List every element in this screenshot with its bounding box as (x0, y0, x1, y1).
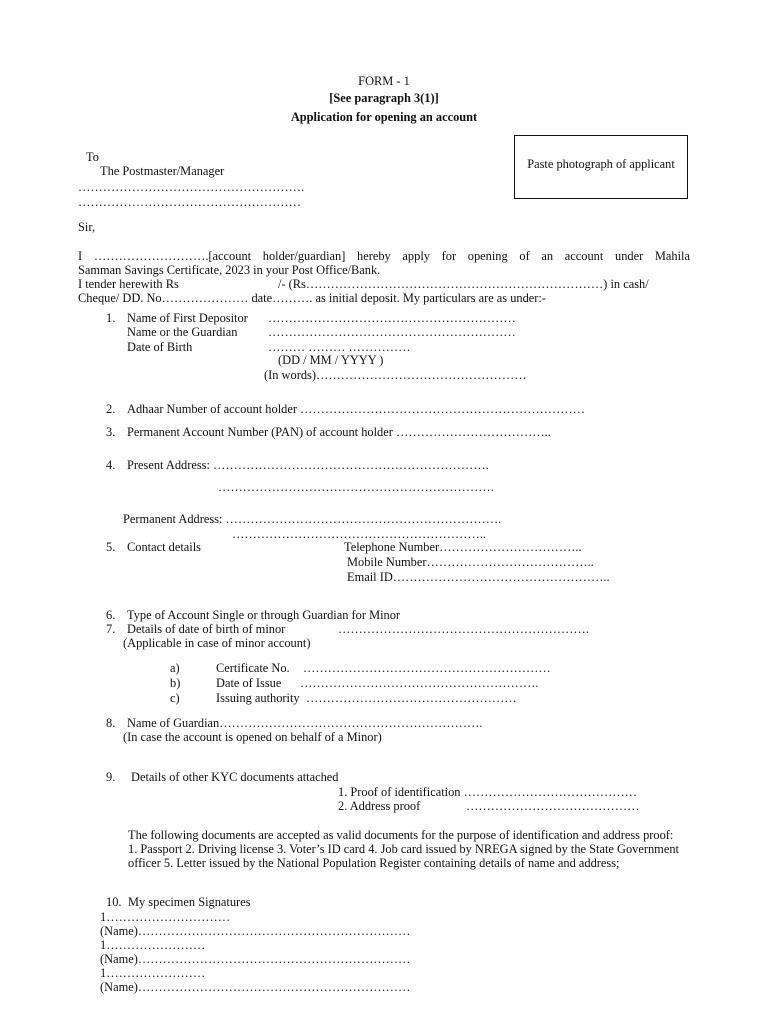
address-proof-label: 2. Address proof (338, 799, 421, 813)
sub-a-letter: a) (170, 661, 180, 675)
paragraph-reference: [See paragraph 3(1)] (329, 91, 439, 105)
intro-line-2: Samman Savings Certificate, 2023 in your Post Office/Bank. (78, 263, 381, 277)
certificate-no-label: Certificate No. (216, 661, 290, 675)
minor-dob-label: Details of date of birth of minor (127, 622, 286, 636)
certificate-no-field[interactable]: …………………………………………………… (303, 661, 551, 675)
item-8-number: 8. (106, 716, 116, 730)
photo-box[interactable] (514, 135, 688, 199)
form-title: Application for opening an account (290, 110, 478, 124)
intro-line-1: I ……………………….[account holder/guardian] hereby apply for opening of an account under Mahila (78, 249, 690, 263)
signature-3-field[interactable]: 1…………………… (100, 966, 206, 980)
item-3-number: 3. (106, 425, 116, 439)
proof-of-identification-field[interactable]: 1. Proof of identification …………………………………… (338, 785, 638, 799)
item-4-number: 4. (106, 458, 116, 472)
specimen-signatures-label: My specimen Signatures (128, 895, 251, 909)
form-number: FORM - 1 (358, 74, 410, 88)
dob-label: Date of Birth (127, 340, 193, 354)
signature-2-name-field[interactable]: (Name)………………………………………………………… (100, 952, 411, 966)
pan-field[interactable]: Permanent Account Number (PAN) of account holder ……………………………….. (127, 425, 551, 439)
date-of-issue-field[interactable]: …………………………………………………. (300, 676, 539, 690)
minor-note: (Applicable in case of minor account) (123, 636, 311, 650)
intro-line-3-amount[interactable]: /- (Rs………………………………………………………………) in cash/ (278, 277, 649, 291)
guardian-name-label: Name or the Guardian (127, 325, 238, 339)
item-9-number: 9. (106, 770, 116, 784)
kyc-note-line-3: officer 5. Letter issued by the National Population Register containing details of name and address; (128, 856, 620, 870)
sub-b-letter: b) (170, 676, 181, 690)
dob-field[interactable]: ……… ……… …………… (268, 340, 411, 354)
account-type-label: Type of Account Single or through Guardian for Minor (127, 608, 401, 622)
first-depositor-field[interactable]: …………………………………………………… (268, 311, 516, 325)
item-10-number: 10. (106, 895, 122, 909)
address-line-2[interactable]: ……………………………………………… (78, 195, 302, 209)
intro-line-3-rs: I tender herewith Rs (78, 277, 179, 291)
kyc-note-line-2: 1. Passport 2. Driving license 3. Voter’s ID card 4. Job card issued by NREGA signed by the State Government (128, 842, 679, 856)
permanent-address-line-2[interactable]: …………………………………………………….. (232, 527, 487, 541)
permanent-address-field[interactable]: Permanent Address: …………………………………………………………. (123, 512, 502, 526)
address-proof-field[interactable]: …………………………………… (466, 799, 640, 813)
present-address-line-2[interactable]: …………………………………………………………. (218, 480, 494, 494)
signature-2-field[interactable]: 1…………………… (100, 938, 206, 952)
item-2-number: 2. (106, 402, 116, 416)
item-5-number: 5. (106, 540, 116, 554)
present-address-field[interactable]: Present Address: …………………………………………………………. (127, 458, 489, 472)
issuing-authority-label: Issuing authority (216, 691, 300, 705)
intro-line-4[interactable]: Cheque/ DD. No………………… date………. as initial deposit. My particulars are as under:- (78, 291, 546, 305)
dob-format: (DD / MM / YYYY ) (278, 353, 384, 367)
item-6-number: 6. (106, 608, 116, 622)
contact-details-label: Contact details (127, 540, 201, 554)
item-1-number: 1. (106, 311, 116, 325)
signature-1-field[interactable]: 1………………………… (100, 910, 231, 924)
guardian-note: (In case the account is opened on behalf of a Minor) (123, 730, 382, 744)
telephone-field[interactable]: Telephone Number…………………………….. (344, 540, 582, 554)
aadhaar-field[interactable]: Adhaar Number of account holder …………………………………………………………… (127, 402, 586, 416)
addressee: The Postmaster/Manager (100, 164, 225, 178)
mobile-field[interactable]: Mobile Number………………………………….. (347, 555, 594, 569)
salutation: Sir, (78, 220, 96, 234)
kyc-docs-label: Details of other KYC documents attached (131, 770, 339, 784)
dob-in-words-field[interactable]: (In words)…………………………………………… (264, 368, 527, 382)
item-7-number: 7. (106, 622, 116, 636)
date-of-issue-label: Date of Issue (216, 676, 282, 690)
photo-box-label: Paste photograph of applicant (527, 157, 675, 171)
issuing-authority-field[interactable]: …………………………………………… (306, 691, 517, 705)
guardian-field[interactable]: Name of Guardian………………………………………………………. (127, 716, 483, 730)
signature-3-name-field[interactable]: (Name)………………………………………………………… (100, 980, 411, 994)
guardian-name-field[interactable]: …………………………………………………… (268, 325, 516, 339)
email-field[interactable]: Email ID…………………………………………….. (347, 570, 610, 584)
address-line-1[interactable]: ………………………………………………. (78, 180, 305, 194)
signature-1-name-field[interactable]: (Name)………………………………………………………… (100, 924, 411, 938)
minor-dob-field[interactable]: ……………………………………………………. (338, 622, 589, 636)
to-label: To (86, 150, 99, 164)
first-depositor-label: Name of First Depositor (127, 311, 248, 325)
kyc-note-line-1: The following documents are accepted as valid documents for the purpose of identification and address proof: (128, 828, 674, 842)
sub-c-letter: c) (170, 691, 180, 705)
